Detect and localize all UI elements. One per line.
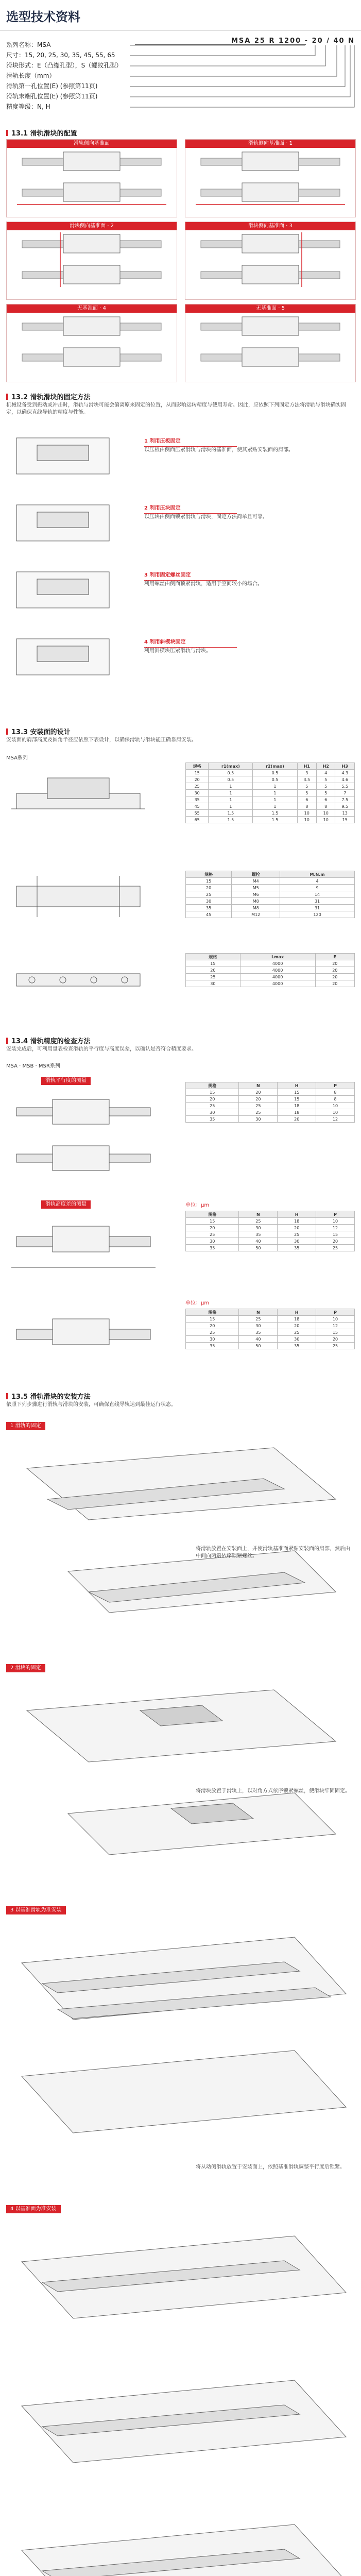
table-cell: 4000 <box>240 967 315 974</box>
table-cell: 5 <box>316 783 335 790</box>
table-cell: 5 <box>316 776 335 783</box>
table-row <box>186 783 355 790</box>
table-cell: M8 <box>232 898 280 905</box>
config-tile-label: 无基准面 · 4 <box>7 304 177 313</box>
step-caption: 将滑块放置于滑轨上，以对角方式依序锁紧螺丝，使滑块牢固固定。 <box>196 1788 350 1794</box>
table-row <box>186 796 355 803</box>
config-tile-label: 滑轨侧向基准面 · 1 <box>185 140 355 148</box>
table-row <box>186 960 355 967</box>
table-cell: 12 <box>316 1225 355 1231</box>
config-diagram <box>185 313 355 381</box>
table-cell: M5 <box>232 885 280 891</box>
table-header-row <box>186 954 355 960</box>
model-row-first-hole: 滑轨第一孔位置(E) (参照第11页) <box>6 82 98 90</box>
section-13-4-text: 安装完成后，可利用量表检查滑轨的平行度与高度误差，以确认是否符合精度要求。 <box>6 1046 197 1052</box>
table-cell: 7.5 <box>335 796 355 803</box>
length-drawing <box>6 948 150 1020</box>
table-cell: 8 <box>316 1089 355 1096</box>
table-cell: 4 <box>316 770 335 776</box>
table-cell: 30 <box>186 1238 239 1245</box>
table-cell: 20 <box>278 1225 316 1231</box>
table-cell: 30 <box>186 1336 239 1343</box>
table-header-cell: 规格 <box>186 1082 239 1089</box>
table-row <box>186 891 355 898</box>
table-cell: M4 <box>232 878 280 885</box>
para-a-table <box>185 1211 355 1251</box>
table-cell: 13 <box>335 810 355 817</box>
table-cell: 30 <box>186 1109 239 1116</box>
fix-note-2 <box>144 505 350 521</box>
table-row <box>186 776 355 783</box>
measure-label: 滑轨高度差的测量 <box>41 1200 91 1209</box>
table-cell: 4000 <box>240 974 315 980</box>
table-header-row <box>186 763 355 770</box>
table-cell: 15 <box>335 817 355 823</box>
table-row <box>186 770 355 776</box>
table-cell: 6 <box>297 796 316 803</box>
table-cell: 20 <box>315 960 354 967</box>
table-header-cell: 规格 <box>186 871 232 878</box>
bolt-table <box>185 871 355 918</box>
table-cell: 25 <box>186 891 232 898</box>
table-header-cell: Lmax <box>240 954 315 960</box>
table-row <box>186 790 355 796</box>
table-cell: 18 <box>278 1316 316 1323</box>
table-header-cell: 螺栓 <box>232 871 280 878</box>
table-cell: 0.5 <box>253 776 297 783</box>
table-header-cell: 规格 <box>186 763 209 770</box>
table-cell: 5.5 <box>335 783 355 790</box>
table-row <box>186 1343 355 1349</box>
table-cell: 1.5 <box>253 817 297 823</box>
unit-label: 单位：μm <box>185 1300 210 1306</box>
table-cell: 20 <box>239 1096 278 1103</box>
table-cell: 25 <box>186 974 240 980</box>
table-row <box>186 1336 355 1343</box>
model-leader-lines <box>130 45 355 109</box>
table-header-cell: N <box>239 1211 278 1218</box>
table-cell: 10 <box>297 810 316 817</box>
table-cell: 1 <box>253 783 297 790</box>
table-cell: 31 <box>280 905 355 911</box>
table-cell: 4.3 <box>335 770 355 776</box>
table-cell: 0.5 <box>209 776 253 783</box>
table-cell: 4000 <box>240 960 315 967</box>
table-cell: 0.5 <box>209 770 253 776</box>
table-cell: 35 <box>278 1245 316 1251</box>
model-row-rail-length: 滑轨长度（mm） <box>6 72 56 79</box>
page-title: 选型技术资料 <box>6 10 80 24</box>
table-cell: 10 <box>297 817 316 823</box>
table-cell: 25 <box>239 1109 278 1116</box>
fix-note-4 <box>144 639 350 655</box>
table-header-cell: P <box>316 1082 355 1089</box>
table-cell: 45 <box>186 911 232 918</box>
table-cell: 20 <box>315 980 354 987</box>
table-row <box>186 1096 355 1103</box>
table-cell: 20 <box>316 1336 355 1343</box>
table-row <box>186 1225 355 1231</box>
table-cell: 30 <box>278 1238 316 1245</box>
section-title-13-4: 13.4 滑轨精度的检查方法 <box>6 1036 91 1045</box>
table-row <box>186 898 355 905</box>
table-cell: 35 <box>186 796 209 803</box>
section-13-3-text: 安装面的肩部高度及圆角半径应依照下表设计，以确保滑轨与滑块能正确靠肩安装。 <box>6 737 197 743</box>
table-cell: 12 <box>316 1323 355 1329</box>
table-series-label: MSA系列 <box>6 755 28 761</box>
fix-note-text: 以压板由侧面压紧滑轨与滑块的基准面，使其紧贴安装面的肩部。 <box>144 447 294 453</box>
table-cell: 50 <box>239 1343 278 1349</box>
fix-note-title: 4 利用斜楔块固定 <box>144 639 186 645</box>
config-tile-1 <box>6 139 177 217</box>
config-tile-2 <box>185 139 356 217</box>
table-cell: M12 <box>232 911 280 918</box>
table-cell: 25 <box>278 1329 316 1336</box>
table-cell: 35 <box>186 1116 239 1123</box>
fixing-drawings <box>6 428 125 716</box>
fix-note-text: 利用斜楔块压紧滑轨与滑块。 <box>144 648 211 654</box>
table-cell: 3.5 <box>297 776 316 783</box>
table-cell: 15 <box>186 960 240 967</box>
table-header-cell: r2(max) <box>253 763 297 770</box>
table-header-cell: H <box>278 1082 316 1089</box>
section-13-2-text: 机械设备受到振动或冲击时，滑轨与滑块可能会偏离原来固定的位置，从而影响运转精度与使用寿命。因此，应依照下列固定方法将滑轨与滑块确实固定，以确保直线导轨的精度与性能。 <box>6 402 346 415</box>
model-row-precision: 精度等级：N, H <box>6 103 50 110</box>
model-row-series: 系列名称：MSA <box>6 41 51 48</box>
table-cell: 15 <box>316 1231 355 1238</box>
table-row <box>186 817 355 823</box>
precision-table <box>185 1082 355 1123</box>
config-diagram <box>7 148 177 216</box>
bolt-drawing <box>6 866 150 938</box>
table-cell: 5 <box>316 790 335 796</box>
table-cell: 30 <box>239 1323 278 1329</box>
table-cell: 20 <box>239 1089 278 1096</box>
table-header-row <box>186 1309 355 1316</box>
table-row <box>186 1245 355 1251</box>
table-row <box>186 1089 355 1096</box>
table-cell: 20 <box>315 967 354 974</box>
table-header-row <box>186 871 355 878</box>
table-cell: 65 <box>186 817 209 823</box>
config-tile-5 <box>6 304 177 382</box>
table-cell: 25 <box>316 1245 355 1251</box>
section-title-13-5: 13.5 滑轨滑块的安装方法 <box>6 1391 91 1401</box>
section-title-13-2: 13.2 滑轨滑块的固定方法 <box>6 392 91 401</box>
table-header-cell: P <box>316 1211 355 1218</box>
model-designation <box>6 37 355 120</box>
table-header-row <box>186 1211 355 1218</box>
shoulder-drawing <box>6 762 150 845</box>
config-tile-6 <box>185 304 356 382</box>
table-cell: 14 <box>280 891 355 898</box>
table-cell: 20 <box>186 1096 239 1103</box>
table-cell: 31 <box>280 898 355 905</box>
table-cell: 10 <box>316 1316 355 1323</box>
table-cell: 15 <box>278 1089 316 1096</box>
table-header-cell: P <box>316 1309 355 1316</box>
section-title-13-1: 13.1 滑轨滑块的配置 <box>6 128 77 138</box>
table-cell: 9 <box>280 885 355 891</box>
table-cell: 35 <box>186 1343 239 1349</box>
table-cell: 1 <box>253 790 297 796</box>
table-cell: 20 <box>186 885 232 891</box>
table-cell: 50 <box>239 1245 278 1251</box>
table-cell: 30 <box>278 1336 316 1343</box>
install-step-4-drawing <box>6 2221 355 2576</box>
table-cell: 20 <box>186 1225 239 1231</box>
install-step-3-drawing <box>6 1922 355 2179</box>
table-header-cell: 规格 <box>186 1211 239 1218</box>
table-header-cell: N <box>239 1309 278 1316</box>
table-row <box>186 803 355 810</box>
table-row <box>186 1329 355 1336</box>
table-cell: 120 <box>280 911 355 918</box>
height-drawing <box>6 1211 161 1298</box>
table-row <box>186 810 355 817</box>
table-row <box>186 878 355 885</box>
table-cell: 18 <box>278 1109 316 1116</box>
config-tile-label: 滑块侧向基准面 · 2 <box>7 222 177 230</box>
step-label: 1 滑轨的固定 <box>6 1422 45 1430</box>
config-tile-4 <box>185 222 356 300</box>
height-drawing-2 <box>6 1309 161 1376</box>
table-cell: 1 <box>253 796 297 803</box>
table-cell: 35 <box>239 1329 278 1336</box>
table-cell: 25 <box>239 1218 278 1225</box>
table-cell: 1 <box>209 790 253 796</box>
table-cell: 25 <box>186 1231 239 1238</box>
table-cell: 15 <box>186 1316 239 1323</box>
table-row <box>186 1103 355 1109</box>
table-row <box>186 1238 355 1245</box>
table-cell: 30 <box>239 1116 278 1123</box>
table-cell: 30 <box>239 1225 278 1231</box>
table-cell: 3 <box>297 770 316 776</box>
config-diagram <box>7 313 177 381</box>
fix-note-title: 1 利用压板固定 <box>144 438 181 444</box>
table-row <box>186 1316 355 1323</box>
table-cell: 25 <box>278 1231 316 1238</box>
table-cell: 35 <box>186 905 232 911</box>
table-cell: 20 <box>186 967 240 974</box>
table-cell: 25 <box>186 1329 239 1336</box>
config-diagram <box>185 148 355 216</box>
table-cell: 8 <box>316 803 335 810</box>
table-header-cell: H3 <box>335 763 355 770</box>
model-row-size: 尺寸：15, 20, 25, 30, 35, 45, 55, 65 <box>6 52 115 59</box>
title-bar <box>0 0 361 31</box>
table-caption: MSA · MSB · MSR系列 <box>6 1063 60 1069</box>
table-cell: 1 <box>209 796 253 803</box>
table-row <box>186 885 355 891</box>
table-cell: 1 <box>209 783 253 790</box>
table-row <box>186 1323 355 1329</box>
table-cell: 1 <box>253 803 297 810</box>
fix-note-1 <box>144 438 350 454</box>
table-cell: 25 <box>239 1103 278 1109</box>
model-code: MSA 25 R 1200 - 20 / 40 N <box>231 37 355 45</box>
table-cell: 15 <box>186 1218 239 1225</box>
table-cell: 1.5 <box>253 810 297 817</box>
config-diagram <box>185 230 355 298</box>
table-cell: 5 <box>297 790 316 796</box>
model-row-block-type: 滑块形式：E（凸缘孔型），S（螺纹孔型） <box>6 62 123 69</box>
table-cell: 30 <box>186 898 232 905</box>
table-row <box>186 967 355 974</box>
table-cell: 35 <box>239 1231 278 1238</box>
table-cell: 9.5 <box>335 803 355 810</box>
table-cell: 25 <box>186 1103 239 1109</box>
config-tile-3 <box>6 222 177 300</box>
fix-note-title: 2 利用压块固定 <box>144 505 181 511</box>
table-cell: 18 <box>278 1218 316 1225</box>
table-cell: 25 <box>239 1316 278 1323</box>
table-row <box>186 1116 355 1123</box>
table-cell: 20 <box>316 1238 355 1245</box>
table-cell: M6 <box>232 891 280 898</box>
fix-note-text: 利用螺丝由侧面顶紧滑轨，适用于空间较小的场合。 <box>144 581 263 587</box>
table-cell: 40 <box>239 1336 278 1343</box>
parallel-drawing <box>6 1087 161 1190</box>
table-cell: 20 <box>315 974 354 980</box>
unit-label: 单位：μm <box>185 1202 210 1208</box>
section-title-13-3: 13.3 安装面的设计 <box>6 726 71 736</box>
table-cell: 8 <box>297 803 316 810</box>
table-header-cell: H2 <box>316 763 335 770</box>
table-cell: 20 <box>186 776 209 783</box>
table-cell: 0.5 <box>253 770 297 776</box>
table-cell: 10 <box>316 1109 355 1116</box>
table-cell: 25 <box>186 783 209 790</box>
table-cell: 35 <box>278 1343 316 1349</box>
length-table <box>185 953 355 987</box>
table-cell: 4.6 <box>335 776 355 783</box>
table-header-cell: E <box>315 954 354 960</box>
table-cell: 18 <box>278 1103 316 1109</box>
config-tile-label: 无基准面 · 5 <box>185 304 355 313</box>
table-row <box>186 905 355 911</box>
table-cell: 40 <box>239 1238 278 1245</box>
table-cell: 15 <box>316 1329 355 1336</box>
table-cell: 10 <box>316 817 335 823</box>
table-cell: 4000 <box>240 980 315 987</box>
table-cell: 20 <box>278 1116 316 1123</box>
table-header-cell: H <box>278 1211 316 1218</box>
table-cell: 15 <box>186 1089 239 1096</box>
table-header-row <box>186 1082 355 1089</box>
table-header-cell: 规格 <box>186 1309 239 1316</box>
table-cell: 25 <box>316 1343 355 1349</box>
table-header-cell: H1 <box>297 763 316 770</box>
step-caption: 将滑轨放置在安装面上，并使滑轨基准面紧贴安装面的肩部，然后由中间向两端依序锁紧螺丝。 <box>196 1546 350 1559</box>
table-cell: 15 <box>278 1096 316 1103</box>
table-cell: 20 <box>186 1323 239 1329</box>
table-cell: 35 <box>186 1245 239 1251</box>
table-row <box>186 1218 355 1225</box>
table-cell: 10 <box>316 1103 355 1109</box>
table-row <box>186 980 355 987</box>
table-cell: 30 <box>186 980 240 987</box>
table-cell: 12 <box>316 1116 355 1123</box>
model-row-end-hole: 滑轨末端孔位置(E) (参照第11页) <box>6 93 98 100</box>
para-b-table <box>185 1309 355 1349</box>
measure-label: 滑轨平行度的测量 <box>41 1077 91 1085</box>
shoulder-table <box>185 762 355 823</box>
table-cell: 10 <box>316 1218 355 1225</box>
table-cell: 20 <box>278 1323 316 1329</box>
table-row <box>186 1231 355 1238</box>
table-cell: 15 <box>186 770 209 776</box>
table-cell: 10 <box>316 810 335 817</box>
table-cell: 7 <box>335 790 355 796</box>
table-header-cell: H <box>278 1309 316 1316</box>
table-header-cell: 规格 <box>186 954 240 960</box>
step-label: 3 以基准滑轨为准安装 <box>6 1906 66 1914</box>
table-cell: 8 <box>316 1096 355 1103</box>
table-cell: 1.5 <box>209 810 253 817</box>
table-cell: 55 <box>186 810 209 817</box>
step-label: 2 滑块的固定 <box>6 1664 45 1672</box>
table-cell: 4 <box>280 878 355 885</box>
table-cell: 30 <box>186 790 209 796</box>
table-cell: M8 <box>232 905 280 911</box>
table-header-cell: N <box>239 1082 278 1089</box>
table-row <box>186 911 355 918</box>
config-tile-label: 滑轨侧向基准面 <box>7 140 177 148</box>
table-cell: 15 <box>186 878 232 885</box>
table-cell: 45 <box>186 803 209 810</box>
table-header-cell: r1(max) <box>209 763 253 770</box>
table-row <box>186 1109 355 1116</box>
table-row <box>186 974 355 980</box>
config-diagram <box>7 230 177 298</box>
table-cell: 5 <box>297 783 316 790</box>
step-caption: 将从动侧滑轨放置于安装面上，依照基准滑轨调整平行度后锁紧。 <box>196 2164 345 2170</box>
section-13-5-text: 依照下列步骤进行滑轨与滑块的安装，可确保直线导轨达到最佳运行状态。 <box>6 1402 176 1408</box>
table-cell: 6 <box>316 796 335 803</box>
config-tile-label: 滑块侧向基准面 · 3 <box>185 222 355 230</box>
table-cell: 1 <box>209 803 253 810</box>
fix-note-text: 以压块由侧面锁紧滑轨与滑块，固定方法简单且可靠。 <box>144 514 268 520</box>
step-label: 4 以基准面为准安装 <box>6 2205 61 2213</box>
table-header-cell: M.N.m <box>280 871 355 878</box>
fix-note-3 <box>144 572 350 588</box>
table-cell: 1.5 <box>209 817 253 823</box>
fix-note-title: 3 利用固定螺丝固定 <box>144 572 191 578</box>
